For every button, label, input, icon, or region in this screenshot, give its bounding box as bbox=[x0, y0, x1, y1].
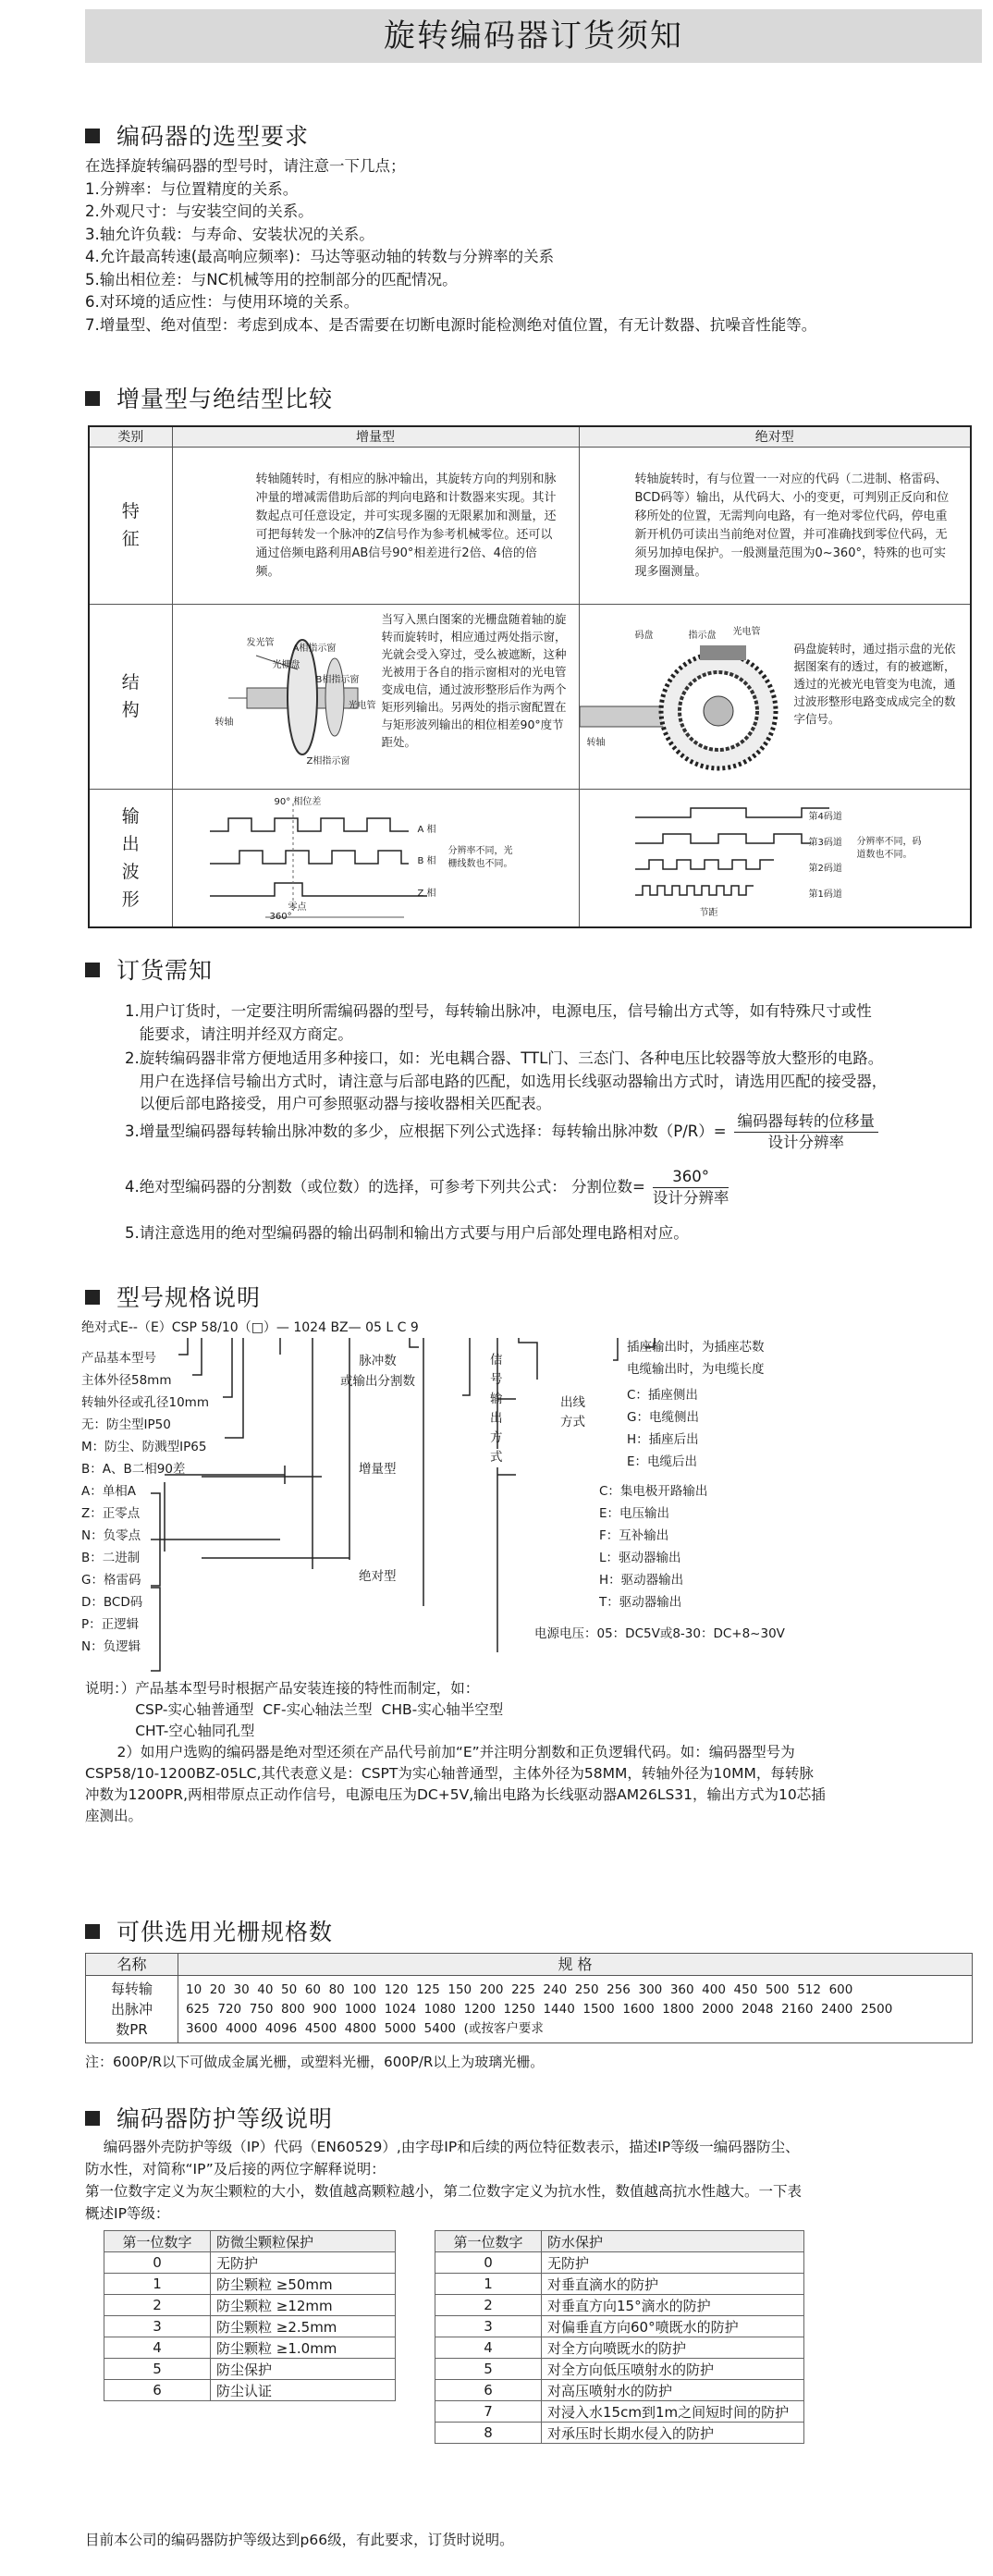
incremental-feature-text: 转轴随转时，有相应的脉冲输出，其旋转方向的判别和脉冲量的增减需借助后部的判向电路和计数器来实现。其计数起点可任意设定，并可实现多圈的无限累加和测量，还可把每转发一个脉冲的Z信号作为参考机械零位。还可以通过倍频电路利用AB信号90°相差进行2倍、4倍的倍频。 bbox=[172, 447, 579, 604]
list-item: 3.轴允许负载：与寿命、安装状况的关系。 bbox=[85, 225, 374, 243]
section-heading-comparison bbox=[85, 381, 333, 414]
model-field-label: M：防尘、防溅型IP65 bbox=[81, 1440, 207, 1454]
table-row bbox=[104, 2274, 396, 2295]
table-row bbox=[435, 2423, 804, 2444]
label-z-window: Z相指示窗 bbox=[306, 755, 350, 767]
signal-option: F：互补输出 bbox=[599, 1528, 669, 1543]
model-field-label: N：负逻辑 bbox=[81, 1639, 141, 1654]
signal-option: E：电压输出 bbox=[599, 1506, 670, 1521]
label-track-4: 第4码道 bbox=[808, 811, 842, 822]
section-title: 编码器的选型要求 bbox=[116, 123, 310, 150]
table-row bbox=[435, 2295, 804, 2316]
label-index-disc: 指示盘 bbox=[688, 630, 717, 641]
col-header-water: 防水保护 bbox=[542, 2231, 804, 2252]
note-line: 冲数为1200PR,两相带原点正动作信号，电源电压为DC+5V,输出电路为长线驱动器AM26LS31，输出方式为10芯插 bbox=[85, 1786, 826, 1803]
signal-option: H：驱动器输出 bbox=[599, 1573, 684, 1588]
col-header-name: 名称 bbox=[86, 1954, 178, 1976]
cell-digit: 1 bbox=[435, 2274, 542, 2295]
cell-desc: 对承压时长期水侵入的防护 bbox=[542, 2423, 804, 2444]
label-b-window: B相指示窗 bbox=[315, 674, 360, 685]
label-photodiode: 光电管 bbox=[348, 700, 376, 711]
fraction-denominator: 设计分辨率 bbox=[652, 1189, 729, 1207]
table-row bbox=[435, 2401, 804, 2423]
note-line: CSP58/10-1200BZ-05LC,其代表意义是：CSPT为实心轴普通型，主体外径为58MM，转轴外径为10MM，每转脉 bbox=[85, 1765, 814, 1782]
model-field-label: B：二进制 bbox=[81, 1551, 141, 1565]
model-code-string: 绝对式E--（E）CSP 58/10（□）— 1024 BZ— 05 L C 9 bbox=[81, 1320, 419, 1335]
values-line: 3600 4000 4096 4500 4800 5000 5400 (或按客户要求 bbox=[186, 2020, 544, 2036]
square-bullet-icon bbox=[85, 963, 100, 977]
square-bullet-icon bbox=[85, 129, 100, 143]
label-track-2: 第2码道 bbox=[808, 863, 842, 874]
absolute-wave-note: 分辨率不同，码道数也不同。 bbox=[856, 836, 922, 860]
model-notes bbox=[85, 1678, 973, 1827]
order-note-line: 2.旋转编码器非常方便地适用多种接口，如：光电耦合器、TTL门、三态门、各种电压比较器等放大整形的电路。 bbox=[125, 1049, 884, 1067]
list-item: 6.对环境的适应性：与使用环境的关系。 bbox=[85, 293, 360, 311]
paragraph-line: 防水性，对简称“IP”及后接的两位字解释说明： bbox=[85, 2161, 386, 2177]
signal-option: T：驱动器输出 bbox=[599, 1595, 682, 1610]
list-item: 4.允许最高转速(最高响应频率)：马达等驱动轴的转数与分辨率的关系 bbox=[85, 248, 555, 265]
cell-desc: 防尘颗粒 ≥50mm bbox=[211, 2274, 396, 2295]
ordering-notes bbox=[125, 1000, 975, 1116]
cell-digit: 6 bbox=[435, 2380, 542, 2401]
label-photodiode: 光电管 bbox=[732, 626, 761, 637]
incremental-waveform-diagram bbox=[173, 790, 580, 925]
section-heading-selection bbox=[85, 118, 309, 152]
section-title: 型号规格说明 bbox=[116, 1284, 262, 1311]
table-row-structure bbox=[89, 604, 971, 789]
outlet-option: E：电缆后出 bbox=[627, 1454, 698, 1469]
table-row bbox=[435, 2380, 804, 2401]
model-field-label: G：格雷码 bbox=[81, 1573, 141, 1588]
incremental-structure-text: 当写入黑白图案的光栅盘随着轴的旋转而旋转时，相应通过两处指示窗，光就会受入穿过，受么被遮断，这种光被用于各自的指示窗相对的光电管变成电信，通过波形整形后作为两个矩形列输出。另两处的指示窗配置在与矩形波列输出的相位相差90°度节距处。 bbox=[381, 611, 567, 749]
cell-digit: 5 bbox=[104, 2359, 211, 2380]
square-bullet-icon bbox=[85, 1924, 100, 1939]
table-header-row bbox=[89, 426, 971, 447]
row-label: 每转输 出脉冲 数PR bbox=[86, 1976, 178, 2043]
table-row bbox=[435, 2337, 804, 2359]
cell-desc: 防尘认证 bbox=[211, 2380, 396, 2401]
formula-fraction bbox=[734, 1111, 879, 1153]
cell-digit: 4 bbox=[435, 2337, 542, 2359]
cell-desc: 无防护 bbox=[542, 2252, 804, 2274]
model-field-label: 无：防尘型IP50 bbox=[81, 1417, 171, 1432]
comparison-table bbox=[88, 425, 972, 928]
cell-desc: 防尘颗粒 ≥2.5mm bbox=[211, 2316, 396, 2337]
label-phase-a: A 相 bbox=[417, 824, 436, 835]
table-header-row bbox=[435, 2231, 804, 2252]
order-note-line: 1.用户订货时，一定要注明所需编码器的型号，每转输出脉冲，电源电压，信号输出方式等，如有特殊尺寸或性 bbox=[125, 1002, 872, 1020]
list-item: 1.分辨率：与位置精度的关系。 bbox=[85, 179, 299, 198]
formula-divisions bbox=[125, 1167, 975, 1208]
cell-digit: 8 bbox=[435, 2423, 542, 2444]
model-field-label: D：BCD码 bbox=[81, 1595, 143, 1610]
absolute-group-label: 绝对型 bbox=[359, 1569, 397, 1584]
section-title: 可供选用光栅规格数 bbox=[116, 1919, 334, 1945]
outlet-option: G：电缆侧出 bbox=[627, 1410, 699, 1425]
order-note-line: 能要求，请注明并经双方商定。 bbox=[125, 1024, 353, 1043]
label-led: 发光管 bbox=[246, 637, 275, 648]
cell-desc: 防尘颗粒 ≥1.0mm bbox=[211, 2337, 396, 2359]
cell-desc: 对全方向低压喷射水的防护 bbox=[542, 2359, 804, 2380]
values-line: 10 20 30 40 50 60 80 100 120 125 150 200 225 240 250 256 300 360 400 450 500 512 600 bbox=[186, 1981, 853, 1997]
absolute-waveform-cell bbox=[579, 789, 971, 927]
label-phase-z: Z 相 bbox=[417, 888, 436, 899]
order-note-line: 以便后部电路接受，用户可参照驱动器与接收器相关匹配表。 bbox=[125, 1095, 552, 1112]
cell-digit: 6 bbox=[104, 2380, 211, 2401]
table-row bbox=[104, 2380, 396, 2401]
table-row bbox=[86, 1976, 973, 2043]
cell-desc: 对高压喷射水的防护 bbox=[542, 2380, 804, 2401]
table-row bbox=[435, 2252, 804, 2274]
absolute-feature-text: 转轴旋转时，有与位置一一对应的代码（二进制、格雷码、BCD码等）输出，从代码大、小的变更，可判别正反向和位移所处的位置，无需判向电路，有一绝对零位代码，停电重新开机仍可读出当前绝对位置，并可准确找到零位代码，无须另加掉电保护。一般测量范围为0~360°，特殊的也可实现多圈测量。 bbox=[579, 447, 971, 604]
formula-fraction bbox=[653, 1167, 729, 1208]
paragraph-line: 编码器外壳防护等级（IP）代码（EN60529）,由字母IP和后续的两位特征数表示，描述IP等级一编码器防尘、 bbox=[85, 2139, 800, 2155]
table-row bbox=[104, 2337, 396, 2359]
label-track-3: 第3码道 bbox=[808, 837, 842, 848]
table-row bbox=[104, 2252, 396, 2274]
table-row bbox=[435, 2359, 804, 2380]
section-heading-model bbox=[85, 1280, 261, 1313]
square-bullet-icon bbox=[85, 2111, 100, 2126]
absolute-structure-cell bbox=[579, 604, 971, 789]
incremental-waveform-cell bbox=[172, 789, 579, 927]
pulse-count-label: 脉冲数 或输出分割数 bbox=[340, 1354, 415, 1389]
model-field-label: Z：正零点 bbox=[81, 1506, 141, 1521]
col-header-category: 类别 bbox=[89, 426, 172, 447]
table-row-feature bbox=[89, 447, 971, 604]
incremental-structure-cell bbox=[172, 604, 579, 789]
order-note-line: 用户在选择信号输出方式时，请注意与后部电路的匹配，如选用长线驱动器输出方式时，请选用匹配的接受器， bbox=[125, 1072, 888, 1090]
signal-option: C：集电极开路输出 bbox=[599, 1484, 708, 1499]
cell-desc: 对浸入水15cm到1m之间短时间的防护 bbox=[542, 2401, 804, 2423]
fraction-numerator: 360° bbox=[653, 1167, 729, 1188]
cell-digit: 7 bbox=[435, 2401, 542, 2423]
ip-water-table bbox=[435, 2230, 804, 2444]
row-label: 输 出 波 形 bbox=[121, 805, 140, 910]
connector-note: 插座输出时，为插座芯数 bbox=[627, 1340, 765, 1355]
cell-digit: 0 bbox=[104, 2252, 211, 2274]
selection-requirements bbox=[85, 155, 973, 337]
col-header-spec: 规 格 bbox=[178, 1954, 973, 1976]
label-zero-point: 零点 bbox=[288, 902, 307, 913]
label-code-disc: 码盘 bbox=[634, 630, 654, 641]
cell-desc: 对偏垂直方向60°喷既水的防护 bbox=[542, 2316, 804, 2337]
outlet-mode-label: 出线 方式 bbox=[560, 1395, 585, 1429]
section-heading-ordering bbox=[85, 952, 213, 986]
table-header-row bbox=[104, 2231, 396, 2252]
model-field-label: 主体外径58mm bbox=[81, 1373, 172, 1388]
cell-digit: 3 bbox=[104, 2316, 211, 2337]
cell-digit: 2 bbox=[104, 2295, 211, 2316]
row-label-structure bbox=[89, 604, 172, 789]
cell-desc: 防尘颗粒 ≥12mm bbox=[211, 2295, 396, 2316]
table-row-waveform bbox=[89, 789, 971, 927]
intro-text: 在选择旋转编码器的型号时，请注意一下几点； bbox=[85, 157, 406, 175]
model-code-lines bbox=[81, 1318, 969, 1678]
cell-desc: 防尘保护 bbox=[211, 2359, 396, 2380]
row-label-feature bbox=[89, 447, 172, 604]
label-shaft: 转轴 bbox=[586, 737, 606, 748]
section-title: 编码器防护等级说明 bbox=[116, 2105, 334, 2132]
label-360: 360° bbox=[269, 911, 292, 922]
absolute-structure-text: 码盘旋转时，通过指示盘的光依据图案有的透过，有的被遮断，透过的光被光电管变为电流，通过波形整形电路变成成完全的数字信号。 bbox=[793, 641, 956, 726]
list-item: 5.输出相位差：与NC机械等用的控制部分的匹配情况。 bbox=[85, 270, 458, 288]
ip-dust-table bbox=[104, 2230, 396, 2401]
label-shaft: 转轴 bbox=[215, 717, 234, 728]
table-row bbox=[104, 2359, 396, 2380]
section-heading-grating bbox=[85, 1914, 333, 1947]
row-label: 特 征 bbox=[121, 501, 140, 549]
model-field-label: 产品基本型号 bbox=[81, 1351, 156, 1366]
col-header-dust: 防微尘颗粒保护 bbox=[211, 2231, 396, 2252]
formula-label: 3.增量型编码器每转输出脉冲数的多少，应根据下列公式选择：每转输出脉冲数（P/R）= bbox=[125, 1122, 727, 1140]
grating-table bbox=[85, 1953, 973, 2043]
grating-note: 注：600P/R以下可做成金属光栅，或塑料光栅，600P/R以上为玻璃光栅。 bbox=[85, 2054, 545, 2070]
signal-output-label: 信 号 输 出 方 式 bbox=[490, 1353, 503, 1465]
fraction-denominator: 设计分辨率 bbox=[767, 1134, 845, 1151]
incremental-group-label: 增量型 bbox=[359, 1462, 397, 1477]
formula-pulses bbox=[125, 1111, 975, 1153]
row-label-waveform bbox=[89, 789, 172, 927]
list-item: 2.外观尺寸：与安装空间的关系。 bbox=[85, 202, 313, 220]
page-title: 旋转编码器订货须知 bbox=[85, 9, 982, 63]
protection-intro bbox=[85, 2136, 973, 2225]
cable-note: 电缆输出时，为电缆长度 bbox=[627, 1362, 765, 1377]
note-line: 2）如用户选购的编码器是绝对型还须在产品代号前加“E”并注明分割数和正负逻辑代码。如：编码器型号为 bbox=[85, 1744, 795, 1760]
grating-values bbox=[178, 1976, 973, 2043]
note-line: CSP-实心轴普通型 CF-实心轴法兰型 CHB-实心轴半空型 bbox=[85, 1701, 504, 1718]
label-pitch: 节距 bbox=[699, 907, 718, 918]
cell-digit: 1 bbox=[104, 2274, 211, 2295]
col-header-incremental: 增量型 bbox=[172, 426, 579, 447]
model-field-label: 转轴外径或孔径10mm bbox=[81, 1395, 209, 1410]
fraction-numerator: 编码器每转的位移量 bbox=[734, 1111, 879, 1133]
section-title: 订货需知 bbox=[116, 957, 214, 984]
cell-digit: 5 bbox=[435, 2359, 542, 2380]
table-header-row bbox=[86, 1954, 973, 1976]
power-supply-note: 电源电压：05：DC5V或8-30：DC+8~30V bbox=[534, 1626, 785, 1641]
col-header-digit: 第一位数字 bbox=[104, 2231, 211, 2252]
label-track-1: 第1码道 bbox=[808, 889, 842, 900]
table-row bbox=[104, 2295, 396, 2316]
section-title: 增量型与绝结型比较 bbox=[116, 386, 334, 412]
model-code-diagram bbox=[81, 1318, 969, 1678]
table-row bbox=[435, 2274, 804, 2295]
cell-desc: 对垂直滴水的防护 bbox=[542, 2274, 804, 2295]
values-line: 625 720 750 800 900 1000 1024 1080 1200 1250 1440 1500 1600 1800 2000 2048 2160 2400 2500 bbox=[186, 2001, 893, 2017]
col-header-digit: 第一位数字 bbox=[435, 2231, 542, 2252]
cell-desc: 无防护 bbox=[211, 2252, 396, 2274]
cell-digit: 3 bbox=[435, 2316, 542, 2337]
section-heading-protection bbox=[85, 2101, 333, 2134]
cell-digit: 4 bbox=[104, 2337, 211, 2359]
model-field-label: A：单相A bbox=[81, 1484, 136, 1499]
label-a-window: A相指示窗 bbox=[292, 643, 337, 654]
table-row bbox=[104, 2316, 396, 2337]
model-field-label: B：A、B二相90差 bbox=[81, 1462, 186, 1477]
table-row bbox=[435, 2316, 804, 2337]
square-bullet-icon bbox=[85, 391, 100, 406]
outlet-option: C：插座侧出 bbox=[627, 1388, 698, 1403]
outlet-option: H：插座后出 bbox=[627, 1432, 699, 1447]
note-line: 说明：）产品基本型号时根据产品安装连接的特性而制定，如： bbox=[85, 1680, 480, 1697]
model-field-label: P：正逻辑 bbox=[81, 1617, 140, 1632]
protection-footer: 目前本公司的编码器防护等级达到p66级，有此要求，订货时说明。 bbox=[85, 2532, 514, 2548]
square-bullet-icon bbox=[85, 1290, 100, 1305]
paragraph-line: 概述IP等级： bbox=[85, 2205, 170, 2222]
note-line: CHT-空心轴同孔型 bbox=[85, 1723, 255, 1739]
cell-desc: 对垂直方向15°滴水的防护 bbox=[542, 2295, 804, 2316]
label-grating: 光栅盘 bbox=[272, 659, 300, 670]
cell-desc: 对全方向喷既水的防护 bbox=[542, 2337, 804, 2359]
row-label: 结 构 bbox=[121, 672, 140, 720]
note-line: 座测出。 bbox=[85, 1808, 143, 1824]
col-header-absolute: 绝对型 bbox=[579, 426, 971, 447]
paragraph-line: 第一位数字定义为灰尘颗粒的大小，数值越高颗粒越小，第二位数字定义为抗水性，数值越高抗水性越大。一下表 bbox=[85, 2183, 803, 2200]
label-phase-difference: 90° 相位差 bbox=[274, 796, 322, 807]
cell-digit: 0 bbox=[435, 2252, 542, 2274]
incremental-wave-note: 分辨率不同，光栅线数也不同。 bbox=[447, 845, 513, 869]
model-field-label: N：负零点 bbox=[81, 1528, 141, 1543]
list-item: 7.增量型、绝对值型：考虑到成本、是否需要在切断电源时能检测绝对值位置，有无计数器、抗噪音性能等。 bbox=[85, 315, 817, 334]
signal-option: L：驱动器输出 bbox=[599, 1551, 681, 1565]
cell-digit: 2 bbox=[435, 2295, 542, 2316]
formula-label: 4.绝对型编码器的分割数（或位数）的选择，可参考下列共公式： 分割位数= bbox=[125, 1178, 645, 1196]
order-note-line: 5.请注意选用的绝对型编码器的输出码制和输出方式要与用户后部处理电路相对应。 bbox=[125, 1224, 689, 1242]
label-phase-b: B 相 bbox=[417, 855, 436, 866]
